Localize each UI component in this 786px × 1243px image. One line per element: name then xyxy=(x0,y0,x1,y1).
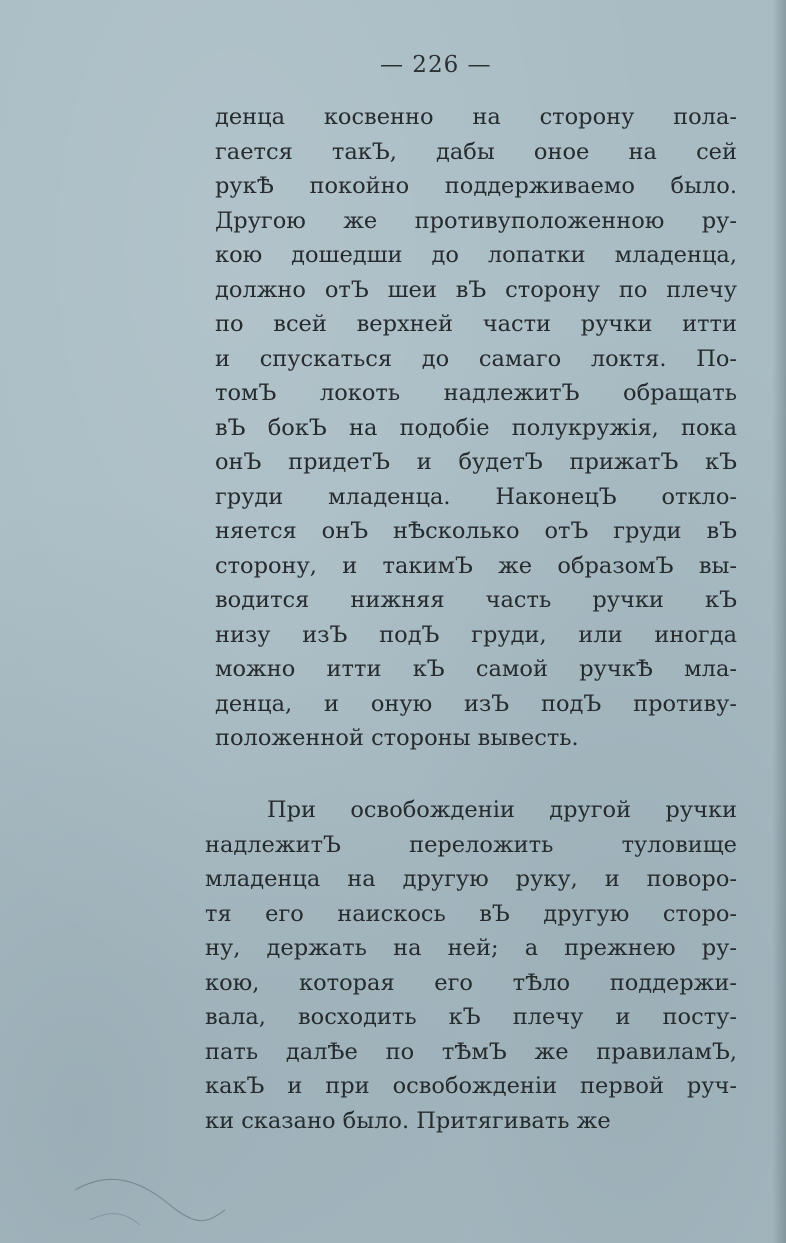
text-line: младенца на другую руку, и поворо- xyxy=(205,866,737,892)
text-line: сторону, и такимЪ же образомЪ вы- xyxy=(215,552,737,579)
page-number: — 226 — xyxy=(380,52,492,78)
text-line: груди младенца. НаконецЪ откло- xyxy=(215,483,737,510)
text-line: гается такЪ, дабы оное на сей xyxy=(215,138,737,165)
text-line: рукѢ покойно поддерживаемо было. xyxy=(215,173,737,199)
text-line: тя его наискось вЪ другую сторо- xyxy=(205,900,737,927)
paragraph-1 xyxy=(215,100,737,756)
text-line: пать далѢе по тѢмЪ же правиламЪ, xyxy=(205,1038,737,1065)
text-line: можно итти кЪ самой ручкѢ мла- xyxy=(215,656,737,682)
paragraph-2 xyxy=(205,793,737,1138)
text-line: надлежитЪ переложить туловище xyxy=(205,831,737,858)
page-edge-shadow xyxy=(772,0,786,1243)
paper-scratch-mark xyxy=(70,1150,230,1230)
text-line: кою дошедши до лопатки младенца, xyxy=(215,242,737,268)
text-line: ну, держать на ней; а прежнею ру- xyxy=(205,935,737,961)
text-line: ки сказано было. Притягивать же xyxy=(205,1107,611,1134)
text-line: Другою же противуположенною ру- xyxy=(215,207,737,234)
text-line: вала, восходить кЪ плечу и посту- xyxy=(205,1004,737,1030)
text-line: томЪ локоть надлежитЪ обращать xyxy=(215,380,737,406)
text-line: и спускаться до самаго локтя. По- xyxy=(215,345,737,372)
text-line: денца косвенно на сторону пола- xyxy=(215,104,737,130)
text-line: вЪ бокЪ на подобіе полукружія, пока xyxy=(215,414,737,441)
text-line: водится нижняя часть ручки кЪ xyxy=(215,587,737,613)
text-line: денца, и оную изЪ подЪ противу- xyxy=(215,690,737,717)
text-line: При освобожденіи другой ручки xyxy=(267,797,737,823)
text-line: няется онЪ нѢсколько отЪ груди вЪ xyxy=(215,518,737,544)
text-line: онЪ придетЪ и будетЪ прижатЪ кЪ xyxy=(215,449,737,475)
text-line: по всей верхней части ручки итти xyxy=(215,311,737,337)
text-line: низу изЪ подЪ груди, или иногда xyxy=(215,621,737,648)
text-line: положенной стороны вывесть. xyxy=(215,725,579,751)
text-line: кою, которая его тѢло поддержи- xyxy=(205,969,737,996)
text-line: какЪ и при освобожденіи первой руч- xyxy=(205,1073,737,1099)
text-line: должно отЪ шеи вЪ сторону по плечу xyxy=(215,276,737,303)
